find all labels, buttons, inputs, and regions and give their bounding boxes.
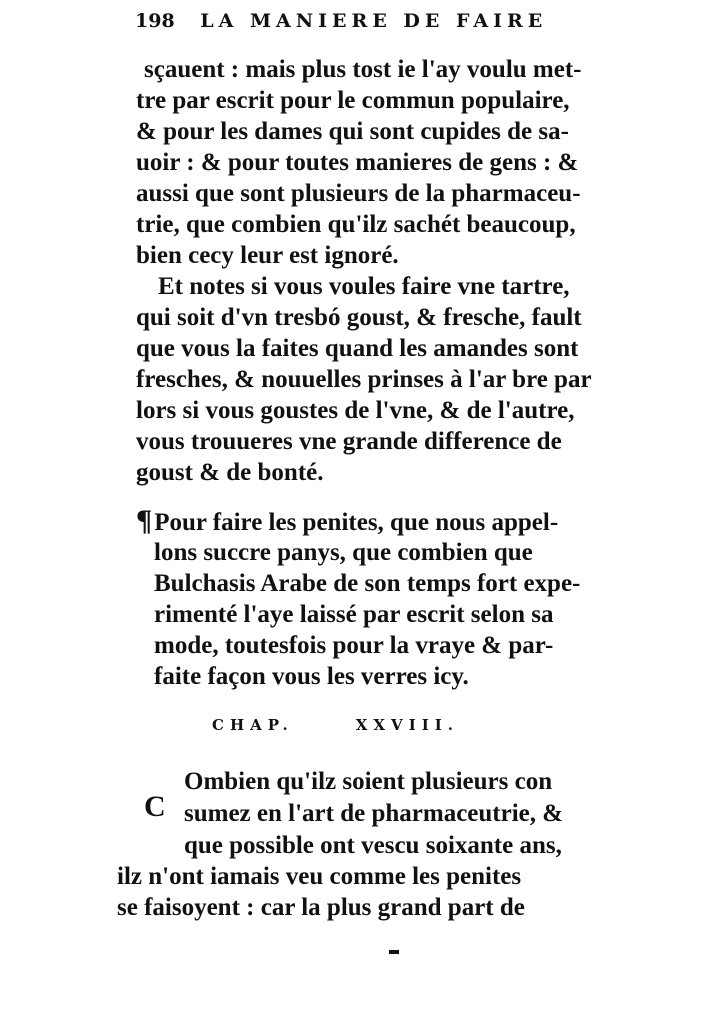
text-line: vous trouueres vne grande difference de [136,428,562,455]
text-line: Ombien qu'ilz soient plusieurs con [184,768,553,795]
text-line: trie, que combien qu'ilz sachét beaucoup, [136,211,576,238]
text-line: Et notes si vous voules faire vne tartre, [158,273,570,300]
rubric-line: mode, toutesfois pour la vraye & par- [154,632,554,659]
text-line: que possible ont vescu soixante ans, [184,832,562,859]
text-line: se faisoyent : car la plus grand part de [117,894,525,921]
text-line: fresches, & nouuelles prinses à l'ar bre par [136,366,592,393]
text-line: aussi que sont plusieurs de la pharmaceu- [136,180,581,207]
catchmark [389,950,399,954]
running-header [135,10,605,44]
page-number: 198 [135,10,175,32]
rubric-line: rimenté l'aye laissé par escrit selon sa [154,601,554,628]
text-line: bien cecy leur est ignoré. [136,242,399,269]
rubric-line [136,506,558,538]
text-line: uoir : & pour toutes manieres de gens : & [136,149,579,176]
running-title: LA MANIERE DE FAIRE [200,10,548,32]
rubric-line: lons succre panys, que combien que [154,539,533,566]
text-line: sçauent : mais plus tost ie l'ay voulu met- [144,56,582,83]
chapter-number: XXVIII. [355,716,459,734]
text-line: que vous la faites quand les amandes sont [136,335,579,362]
text-line: qui soit d'vn tresbó goust, & fresche, fault [136,304,582,331]
text-line: sumez en l'art de pharmaceutrie, & [184,800,564,827]
text-line: ilz n'ont iamais veu comme les penites [117,863,522,890]
text-line: & pour les dames qui sont cupides de sa- [136,118,569,145]
text-line: goust & de bonté. [136,459,324,486]
text-line: tre par escrit pour le commun populaire, [136,87,570,114]
rubric-line: faite façon vous les verres icy. [154,663,469,690]
text-line: lors si vous goustes de l'vne, & de l'autre, [136,397,575,424]
chapter-heading [212,716,459,734]
initial-capital: C [144,790,166,823]
pilcrow-mark: ¶ [136,506,153,537]
rubric-line: Bulchasis Arabe de son temps fort expe- [154,570,581,597]
chapter-label: CHAP. [212,716,294,734]
rubric-text: Pour faire les penites, que nous appel- [154,509,559,536]
